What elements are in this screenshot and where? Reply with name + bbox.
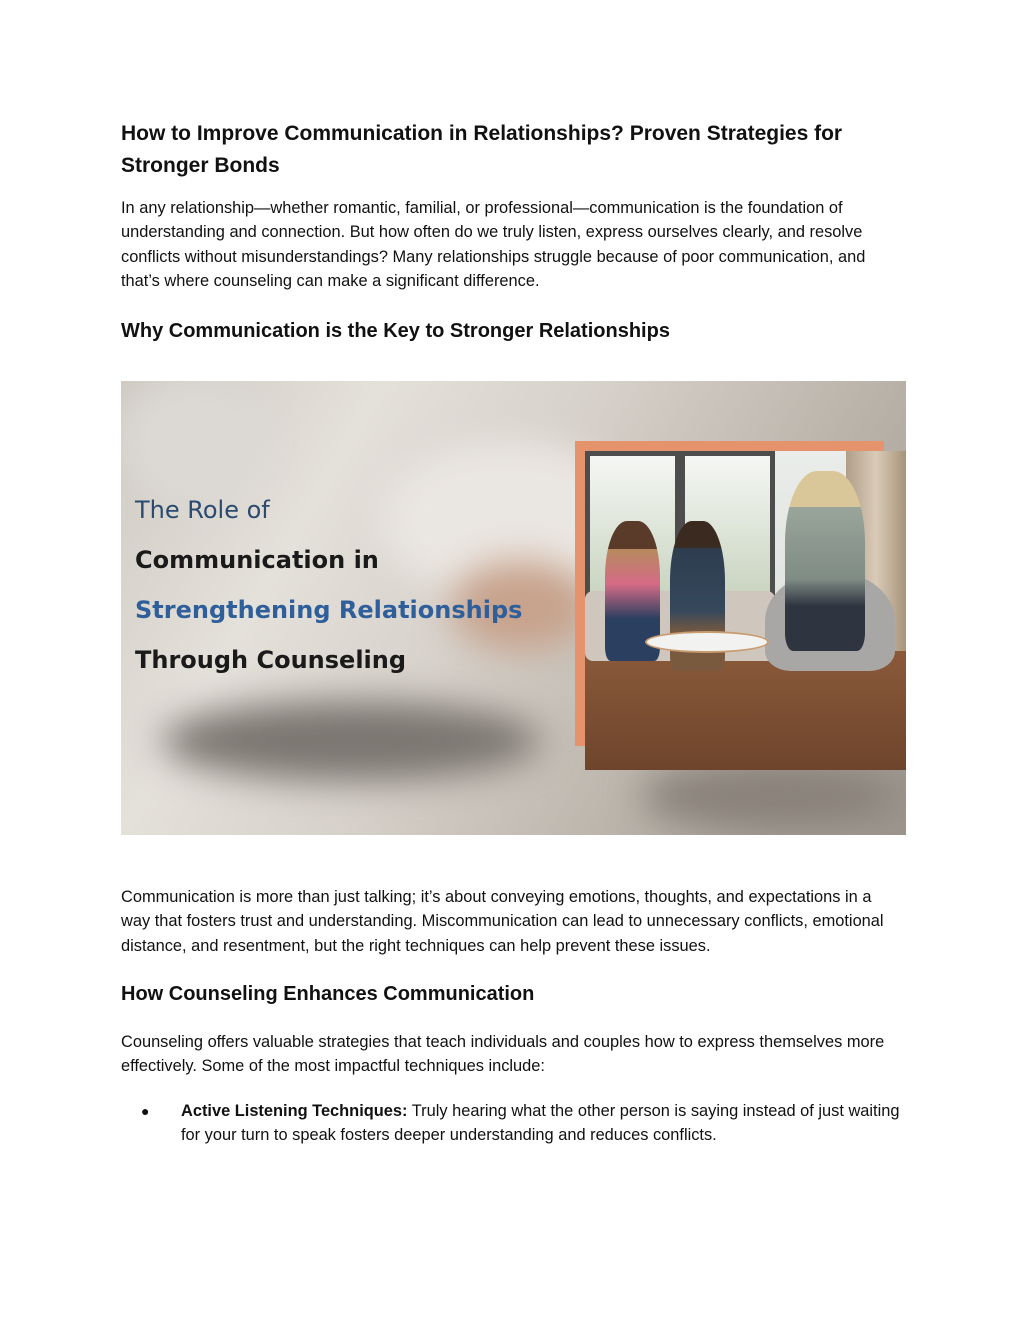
document-page [121, 118, 906, 1147]
section-heading-how: How Counseling Enhances Communication [121, 983, 535, 1006]
background-blur [641, 761, 901, 831]
intro-paragraph: In any relationship—whether romantic, familial, or professional—communication is the foundation of understanding and connection. But how often do we truly listen, express ourselves clearly, and resolve conflicts without misunderstandings? Many relationships struggle because of poor communication, and that’s where counseling can make a significant difference. [121, 199, 866, 290]
banner-line-3: Strengthening Relationships [135, 596, 523, 625]
counseling-paragraph: Counseling offers valuable strategies that teach individuals and couples how to express themselves more effectively. Some of the most impactful techniques include: [121, 1033, 885, 1076]
person-counselor [785, 471, 865, 651]
banner-line-2: Communication in [135, 546, 379, 575]
counseling-session-photo [585, 451, 906, 770]
banner-line-1: The Role of [135, 496, 270, 525]
banner-image [121, 381, 906, 835]
bullet-icon: ● [141, 1102, 150, 1119]
banner-heading [135, 485, 522, 685]
background-blur [121, 381, 261, 501]
section-heading-why: Why Communication is the Key to Stronger Relationships [121, 320, 670, 343]
list-item-text: Truly hearing what the other person is saying instead of just waiting for your turn to speak fosters deeper understanding and reduces conflicts. [181, 1101, 900, 1144]
banner-line-4: Through Counseling [135, 646, 407, 675]
communication-paragraph: Communication is more than just talking; it’s about conveying emotions, thoughts, and expectations in a way that fosters trust and understanding. Miscommunication can lead to unnecessary conflicts, emotional distance, and resentment, but the right techniques can help prevent these issues. [121, 888, 884, 955]
background-blur [161, 701, 541, 781]
techniques-list [121, 1099, 906, 1148]
list-item [141, 1099, 905, 1148]
article-title: How to Improve Communication in Relationships? Proven Strategies for Stronger Bonds [121, 122, 843, 177]
list-item-term: Active Listening Techniques: [181, 1101, 408, 1120]
